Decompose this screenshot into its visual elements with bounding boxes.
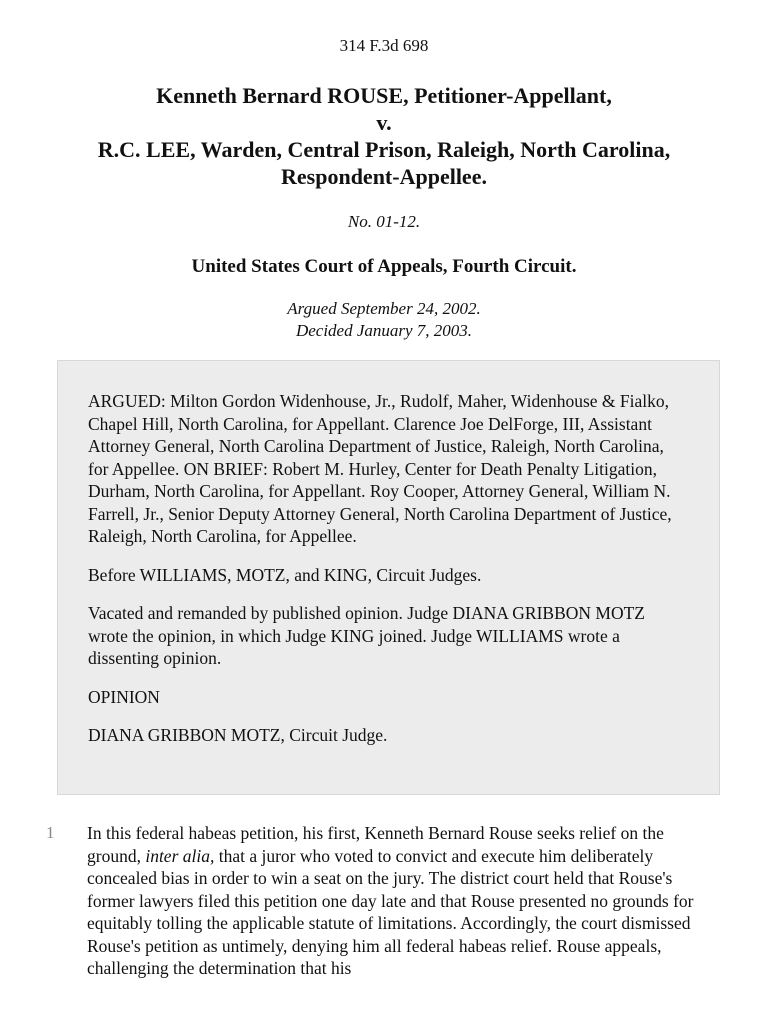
case-citation: 314 F.3d 698 — [339, 36, 429, 55]
paragraph-number: 1 — [46, 823, 55, 842]
decided-date: Decided January 7, 2003. — [295, 321, 473, 340]
counsel-text: ARGUED: Milton Gordon Widenhouse, Jr., Rudolf, Maher, Widenhouse & Fialko, Chapel Hill, North Carolina, for Appellant. Clarence Joe DelForge, III, Assistant Attorney General, North Carolina Department of Justice, Raleigh, North Carolina, for Appellee. ON BRIEF: Robert M. Hurley, Center for Death Penalty Litigation, Durham, North Carolina, for Appellant. Roy Cooper, Attorney General, William N. Farrell, Jr., Senior Deputy Attorney General, North Carolina Department of Justice, Raleigh, North Carolina, for Appellee. — [88, 391, 672, 546]
argued-date: Argued September 24, 2002. — [287, 299, 481, 318]
case-dates — [0, 298, 768, 342]
paragraph-text-start: In this federal habeas petition, his first, Kenneth Bernard Rouse seeks relief on the ground, — [87, 823, 664, 866]
panel-text: Before WILLIAMS, MOTZ, and KING, Circuit Judges. — [88, 564, 482, 585]
paragraph-text-end: that a juror who voted to convict and execute him deliberately concealed bias in order to win a seat on the jury. The district court held that Rouse's former lawyers filed this petition one day late and that Rouse presented no grounds for equitably tolling the applicable statute of limitations. Accordingly, the court dismissed Rouse's petition as untimely, denying him all federal habeas relief. Rouse appeals, challenging the determination that his — [87, 845, 694, 978]
caption-versus: v. — [376, 110, 392, 135]
case-caption — [40, 82, 728, 190]
opinion-paragraph — [87, 822, 717, 980]
paragraph-italic-phrase: inter alia, — [145, 845, 215, 866]
opinion-author: DIANA GRIBBON MOTZ, Circuit Judge. — [88, 725, 388, 745]
caption-respondent-role: Respondent-Appellee. — [281, 164, 487, 189]
docket-number: No. 01-12. — [347, 212, 421, 231]
case-header-box — [57, 360, 720, 795]
caption-respondent: R.C. LEE, Warden, Central Prison, Raleigh, North Carolina, — [97, 137, 671, 162]
caption-petitioner: Kenneth Bernard ROUSE, Petitioner-Appellant, — [156, 83, 612, 108]
paragraph-text — [87, 822, 717, 980]
disposition-text: Vacated and remanded by published opinion. Judge DIANA GRIBBON MOTZ wrote the opinion, in which Judge KING joined. Judge WILLIAMS wrote a dissenting opinion. — [88, 603, 645, 668]
case-header-content — [88, 390, 688, 763]
opinion-label: OPINION — [88, 686, 160, 707]
court-name: United States Court of Appeals, Fourth Circuit. — [191, 256, 577, 277]
